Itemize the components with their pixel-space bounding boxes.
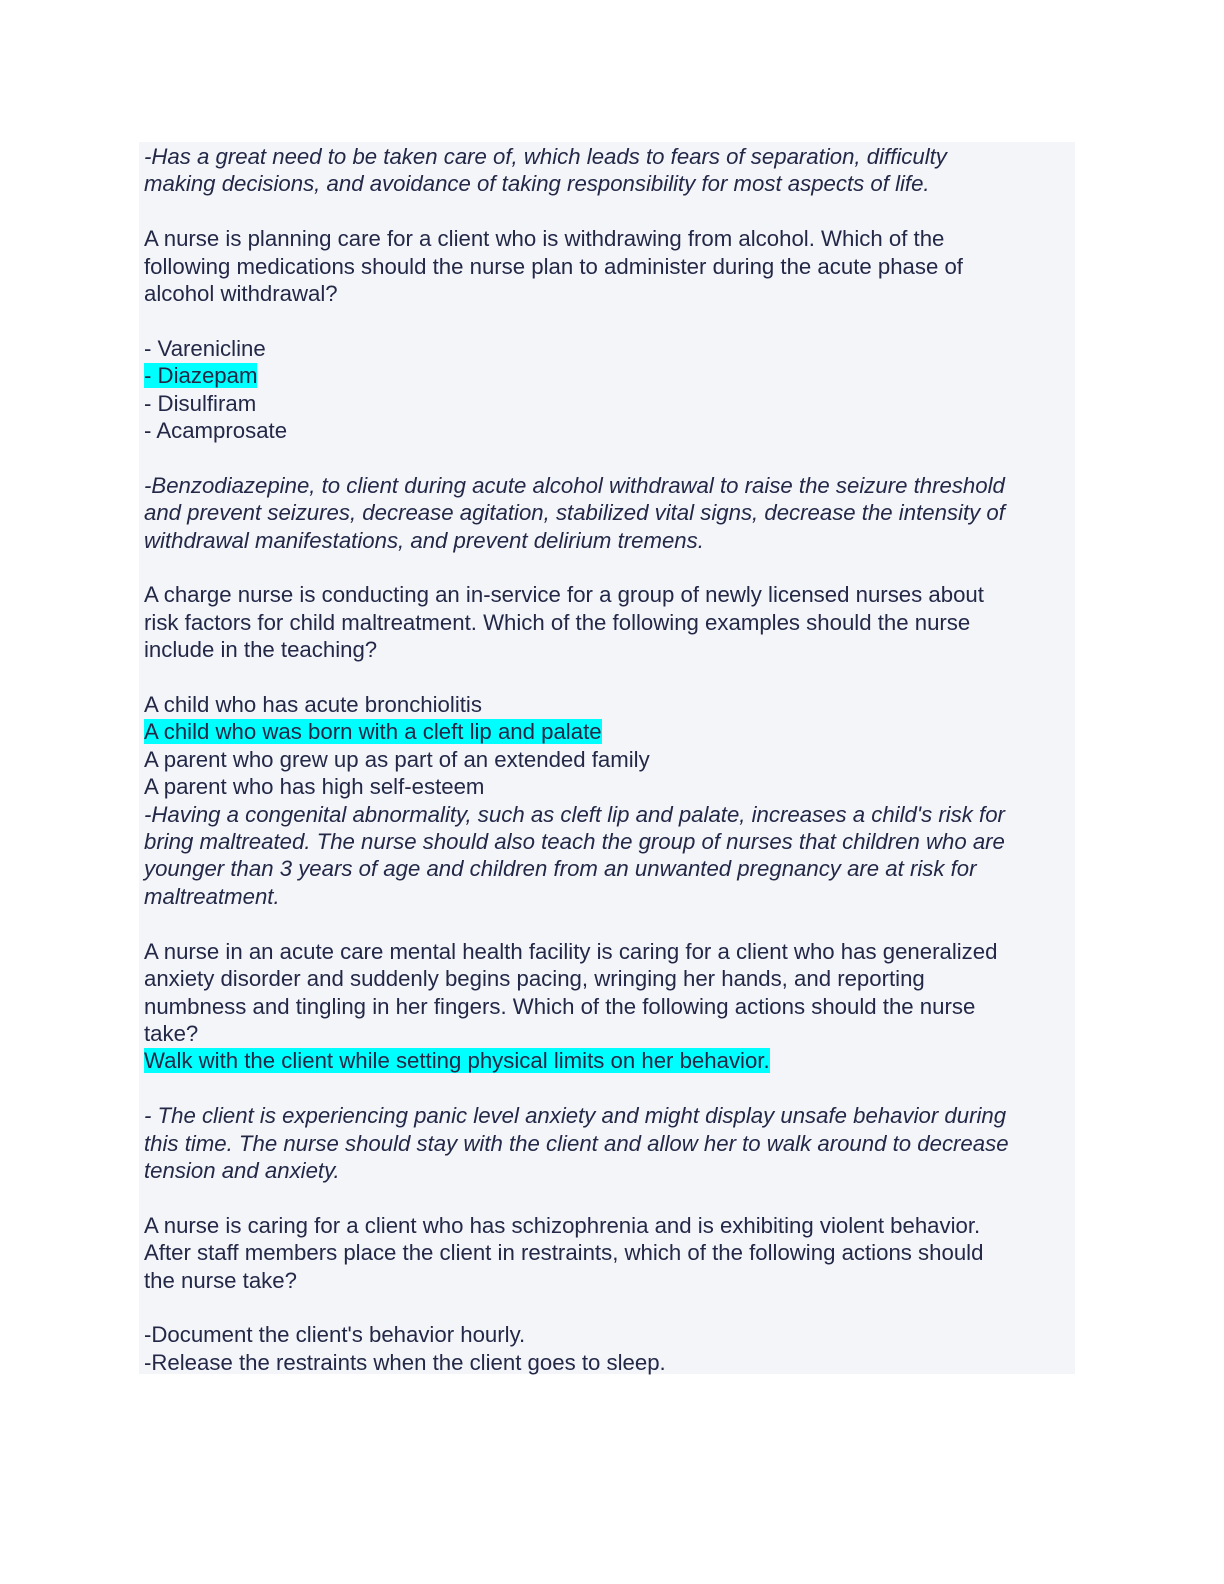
rationale-line: - The client is experiencing panic level anxiety and might display unsafe behavior during — [144, 1103, 1007, 1129]
question-line: include in the teaching? — [144, 637, 378, 663]
highlighted-answer: - Diazepam — [144, 363, 258, 389]
rationale-line: making decisions, and avoidance of taking responsibility for most aspects of life. — [144, 171, 930, 197]
answer-option: -Release the restraints when the client goes to sleep. — [144, 1349, 666, 1375]
rationale-line: younger than 3 years of age and children from an unwanted pregnancy are at risk for — [144, 856, 977, 882]
rationale-line: -Has a great need to be taken care of, which leads to fears of separation, difficulty — [144, 144, 947, 169]
rationale-line: maltreatment. — [144, 883, 280, 909]
question-line: risk factors for child maltreatment. Which of the following examples should the nurse — [144, 609, 971, 635]
highlighted-answer: Walk with the client while setting physical limits on her behavior. — [144, 1048, 770, 1074]
answer-option: A child who has acute bronchiolitis — [144, 692, 482, 718]
question-line: the nurse take? — [144, 1267, 297, 1293]
question-line: A charge nurse is conducting an in-service for a group of newly licensed nurses about — [144, 582, 984, 608]
rationale-line: and prevent seizures, decrease agitation, stabilized vital signs, decrease the intensity of — [144, 500, 1005, 526]
question-line: following medications should the nurse plan to administer during the acute phase of — [144, 253, 963, 279]
question-line: take? — [144, 1020, 199, 1046]
question-line: alcohol withdrawal? — [144, 281, 338, 307]
rationale-line: bring maltreated. The nurse should also teach the group of nurses that children who are — [144, 829, 1005, 855]
highlighted-answer: A child who was born with a cleft lip and palate — [144, 719, 602, 745]
question-line: A nurse in an acute care mental health facility is caring for a client who has generalized — [144, 938, 998, 964]
rationale-line: this time. The nurse should stay with the client and allow her to walk around to decrease — [144, 1130, 1009, 1156]
rationale-line: tension and anxiety. — [144, 1157, 340, 1183]
question-line: A nurse is caring for a client who has schizophrenia and is exhibiting violent behavior. — [144, 1212, 981, 1238]
rationale-line: -Having a congenital abnormality, such as cleft lip and palate, increases a child's risk for — [144, 801, 1005, 827]
rationale-line: withdrawal manifestations, and prevent delirium tremens. — [144, 527, 704, 553]
question-line: numbness and tingling in her fingers. Which of the following actions should the nurse — [144, 993, 976, 1019]
answer-option-correct — [144, 1047, 1074, 1074]
rationale-line: -Benzodiazepine, to client during acute alcohol withdrawal to raise the seizure threshold — [144, 472, 1005, 498]
answer-option: -Document the client's behavior hourly. — [144, 1322, 526, 1348]
answer-option: A parent who grew up as part of an extended family — [144, 746, 650, 772]
answer-option: - Disulfiram — [144, 390, 257, 416]
document-content — [144, 143, 1074, 1376]
answer-option-correct — [144, 718, 1074, 745]
question-line: After staff members place the client in restraints, which of the following actions should — [144, 1240, 984, 1266]
answer-option: A parent who has high self-esteem — [144, 774, 485, 800]
answer-option-correct — [144, 362, 1074, 389]
answer-option: - Varenicline — [144, 335, 266, 361]
answer-option: - Acamprosate — [144, 418, 288, 444]
question-line: A nurse is planning care for a client who is withdrawing from alcohol. Which of the — [144, 226, 945, 252]
question-line: anxiety disorder and suddenly begins pacing, wringing her hands, and reporting — [144, 966, 925, 992]
